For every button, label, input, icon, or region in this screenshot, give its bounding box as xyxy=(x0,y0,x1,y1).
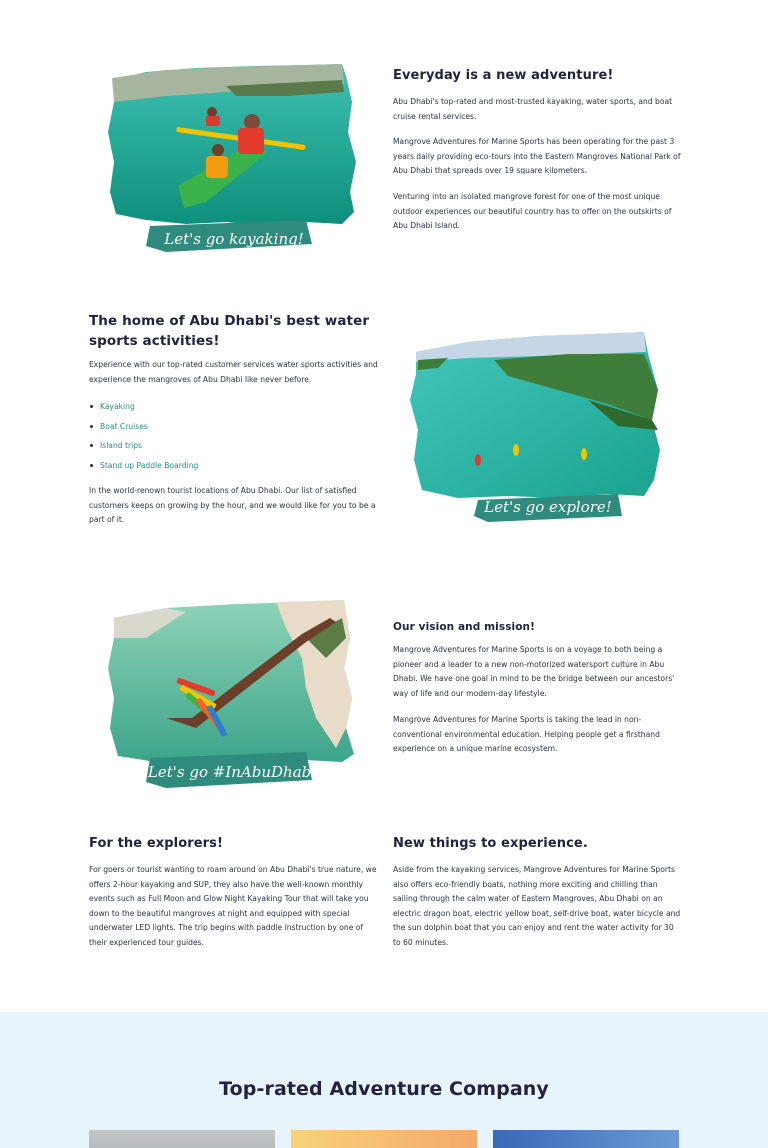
section-paragraph: Abu Dhabi's top-rated and most-trusted kayaking, water sports, and boat cruise rental services. xyxy=(393,97,673,121)
company-card-3[interactable] xyxy=(493,1130,679,1148)
section-title: Our vision and mission! xyxy=(393,621,536,633)
company-card-2[interactable] xyxy=(291,1130,477,1148)
section-title: The home of Abu Dhabi's best water sports activities! xyxy=(89,313,370,349)
explorers-text: For goers or tourist wanting to roam around on Abu Dhabi's true nature, we offers 2-hour kayaking and SUP, they also have the well-known monthly events such as Full Moon and Glow Night Kayaking Tour that will take you down to the beautiful mangroves at night and equipped with special underwater LED lights. The trip begins with paddle instruction by one of their experienced tour guides. xyxy=(89,865,377,947)
aerial-jetty-image xyxy=(106,598,358,790)
activity-link-paddle-boarding[interactable]: Stand up Paddle Boarding xyxy=(89,459,198,479)
section-paragraph: Mangrove Adventures for Marine Sports has been operating for the past 3 years daily providing eco-tours into the Eastern Mangroves National Park of Abu Dhabi that spreads over 19 square kilometers. xyxy=(393,137,681,175)
image-badge-text: Let's go kayaking! xyxy=(164,230,304,248)
section-paragraph: Mangrove Adventures for Marine Sports is on a voyage to both being a pioneer and a leader to a new non-motorized watersport culture in Abu Dhabi. We have one goal in mind to be the bridge between our ancestors' way of life and our modern-day lifestyle. xyxy=(393,645,675,698)
company-card-1[interactable] xyxy=(89,1130,275,1148)
section-paragraph: Mangrove Adventures for Marine Sports is taking the lead in non-conventional environmental education. Helping people get a firsthand experience on a unique marine ecosystem. xyxy=(393,715,660,753)
band-title: Top-rated Adventure Company xyxy=(219,1078,549,1100)
mangrove-explore-image xyxy=(408,330,664,524)
image-badge-text: Let's go explore! xyxy=(484,498,612,516)
image-badge-text: Let's go #InAbuDhabi xyxy=(147,763,317,781)
explorers-title: For the explorers! xyxy=(89,836,224,851)
section-paragraph: Venturing into an isolated mangrove forest for one of the most unique outdoor experiences our beautiful country has to offer on the outskirts of Abu Dhabi Island. xyxy=(393,192,672,230)
section-intro: Experience with our top-rated customer services water sports activities and experience the mangroves of Abu Dhabi like never before. xyxy=(89,360,378,384)
section-title: Everyday is a new adventure! xyxy=(393,68,614,83)
section-outro: In the world-renown tourist locations of Abu Dhabi. Our list of satisfied customers keeps on growing by the hour, and we would like for you to be a part of it. xyxy=(89,486,376,524)
activities-list xyxy=(89,400,198,479)
new-things-title: New things to experience. xyxy=(393,836,588,851)
kayaking-image xyxy=(106,62,358,254)
activity-link-island-trips[interactable]: Island trips xyxy=(89,439,198,459)
new-things-text: Aside from the kayaking services, Mangrove Adventures for Marine Sports also offers eco-friendly boats, nothing more exciting and chilling than sailing through the calm water of Eastern Mangroves, Abu Dhabi on an electric dragon boat, electric yellow boat, self-drive boat, water bicycle and the sun dolphin boat that you can enjoy and rent the water activity for 30 to 60 minutes. xyxy=(393,865,681,947)
activity-link-kayaking[interactable]: Kayaking xyxy=(89,400,198,420)
activity-link-boat-cruises[interactable]: Boat Cruises xyxy=(89,420,198,440)
